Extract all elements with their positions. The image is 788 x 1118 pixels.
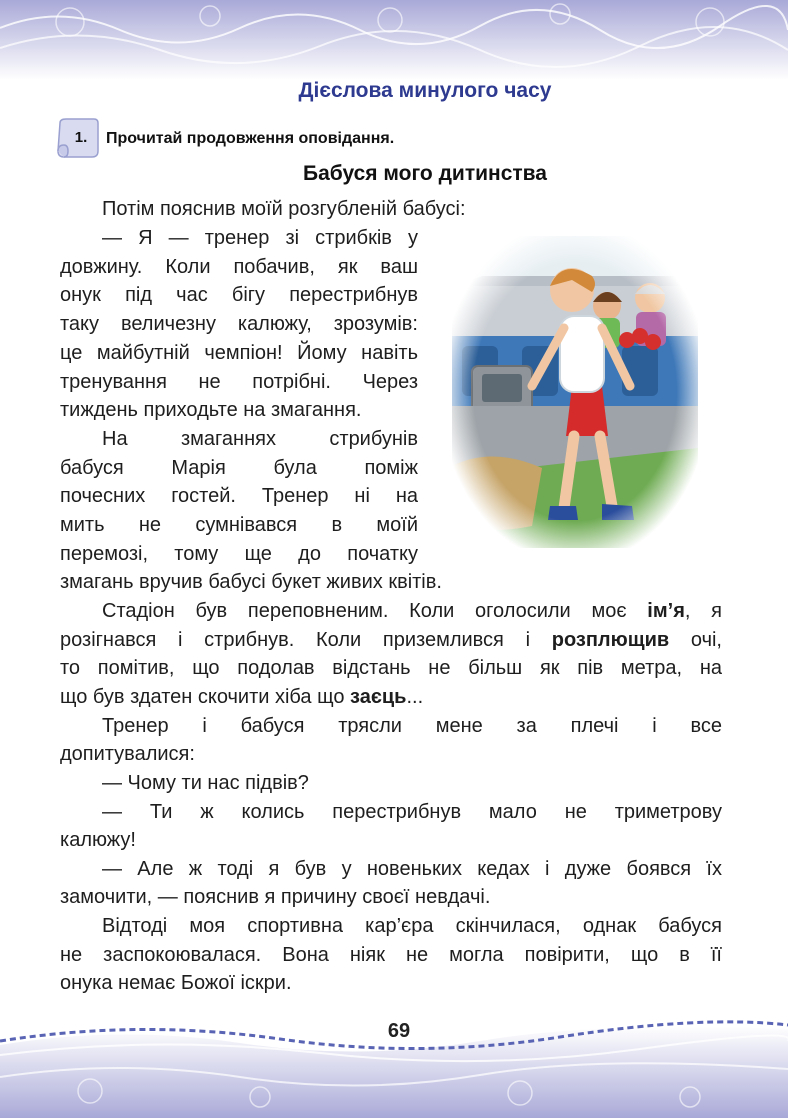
task-number: 1.: [74, 129, 88, 146]
paragraph-coach-grandma: Тренер і бабуся трясли мене за плечі і все: [102, 715, 722, 737]
section-title: Дієслова минулого часу: [298, 79, 552, 102]
task-instruction: Прочитай продовження оповідання.: [106, 130, 395, 147]
bold-word-zayets: заєць: [350, 686, 407, 708]
paragraph-stadium: Стадіон був переповненим. Коли оголосили моє ім’я, я розігнався і стрибнув. Коли приземлився і розплющив очі, то помітив, що подолав відстань не більш як пів метра, на: [60, 600, 722, 680]
paragraph-question: — Чому ти нас підвів?: [102, 772, 309, 794]
top-ornament-border: [0, 0, 788, 80]
paragraph-competition-end: змагань вручив бабусі букет живих квітів.: [60, 571, 442, 593]
paragraph-coach-speech: — Я — тренер зі стрибків у довжину. Коли побачив, як ваш онук під час бігу перестрибнув таку величезну калюжу, зрозумів: це майбутній чемпіон! Йому навіть тренування не потрібні. Через: [60, 227, 418, 393]
paragraph-puddle-end: калюжу!: [60, 829, 136, 851]
paragraph-career: Відтоді моя спортивна кар’єра скінчилася, однак бабуся не заспокоювалася. Вона ніяк не могла повірити, що в її: [60, 915, 722, 966]
bold-word-imya: ім’я: [647, 600, 685, 622]
bold-word-rozpliushchyv: розплющив: [551, 628, 670, 651]
paragraph-sneakers: — Але ж тоді я був у новеньких кедах і дуже боявся їх: [102, 858, 722, 880]
story-title: Бабуся мого дитинства: [302, 162, 547, 185]
paragraph-competition: На змаганнях стрибунів бабуся Марія була поміж почесних гостей. Тренер ні на мить не сумнівався в моїй перемозі, тому ще до початку: [60, 428, 418, 565]
page-number: 69: [387, 1020, 411, 1042]
paragraph-puddle: — Ти ж колись перестрибнув мало не триметрову: [102, 801, 722, 823]
paragraph-sneakers-end: замочити, — пояснив я причину своєї невдачі.: [60, 886, 491, 908]
paragraph-stadium-end: що був здатен скочити хіба що заєць...: [60, 686, 424, 708]
bottom-ornament-border: [0, 985, 788, 1118]
paragraph-intro: Потім пояснив моїй розгубленій бабусі:: [102, 198, 466, 220]
boy-jumper-illustration: [452, 236, 698, 548]
paragraph-coach-grandma-end: допитувалися:: [60, 743, 195, 765]
paragraph-coach-speech-end: тиждень приходьте на змагання.: [60, 399, 362, 421]
paragraph-career-end: онука немає Божої іскри.: [60, 972, 292, 994]
